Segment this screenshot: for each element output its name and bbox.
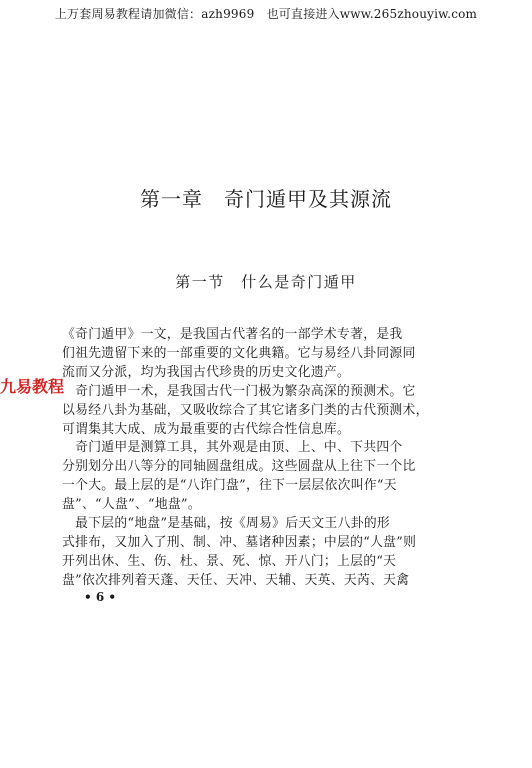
body-line: 奇门遁甲是测算工具，其外观是由顶、上、中、下共四个 <box>62 440 403 456</box>
body-line: 以易经八卦为基础，又吸收综合了其它诸多门类的古代预测术， <box>62 402 429 418</box>
chapter-title: 第一章 奇门遁甲及其源流 <box>140 187 392 211</box>
body-line: 分别划分出八等分的同轴圆盘组成。这些圆盘从上往下一个比 <box>62 459 416 475</box>
body-line: 们祖先遗留下来的一部重要的文化典籍。它与易经八卦同源同 <box>62 345 416 361</box>
body-line: 开列出休、生、伤、杜、景、死、惊、开八门；上层的“天 <box>62 553 397 569</box>
body-line: 可谓集其大成、成为最重要的古代综合性信息库。 <box>62 421 351 437</box>
section-title: 第一节 什么是奇门遁甲 <box>175 273 357 291</box>
body-line: 流而又分派，均为我国古代珍贵的历史文化遗产。 <box>62 364 351 380</box>
body-line: 一个大。最上层的是“八诈门盘”，往下一层层依次叫作“天 <box>62 478 397 494</box>
side-watermark: 九易教程 <box>0 377 65 396</box>
body-line: 奇门遁甲一术，是我国古代一门极为繁杂高深的预测术。它 <box>62 383 416 399</box>
body-line: 《奇门遁甲》一文，是我国古代著名的一部学术专著，是我 <box>62 327 403 342</box>
header-watermark: 上万套周易教程请加微信：azh9969 也可直接进入www.265zhouyiw.com <box>54 7 478 21</box>
page-number: • 6 • <box>84 589 117 604</box>
body-line: 盘”依次排列着天蓬、天任、天冲、天辅、天英、天芮、天禽 <box>62 572 410 588</box>
body-line: 最下层的“地盘”是基础，按《周易》后天文王八卦的形 <box>62 516 391 531</box>
body-line: 盘”、“人盘”、“地盘”。 <box>62 497 201 513</box>
body-line: 式排布，又加入了刑、制、冲、墓诸种因素；中层的“人盘”则 <box>62 534 417 550</box>
